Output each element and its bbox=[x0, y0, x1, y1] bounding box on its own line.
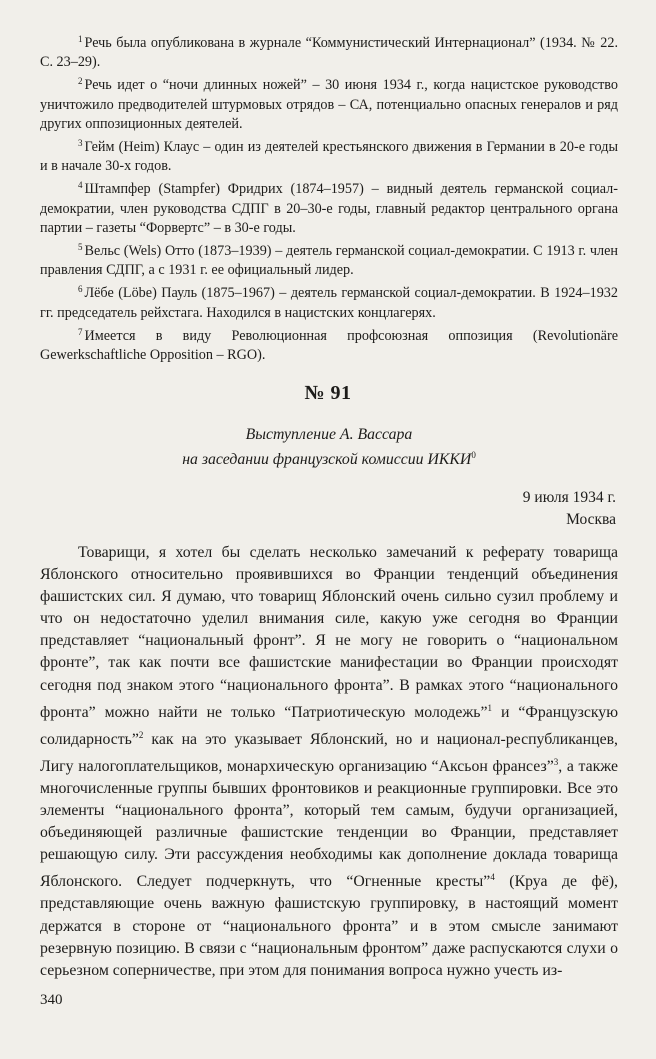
footnote-text: Речь идет о “ночи длинных ножей” – 30 июня 1934 г., когда нацистское руководство уничтожило предводителей штурмовых отрядов – СА, потенциально опасных генералов и ряд других оппозиционных деятелей. bbox=[40, 77, 618, 132]
text-segment: , а также многочисленные группы бывших фронтовиков и реакционные группировки. Все это элементы “национального фронта”, который тем самым, будучи организацией, объединяющей различные фашистские тенденции во Франции, представляет решающую силу. Эти рассуждения необходимы как дополнение доклада товарища Яблонского. Следует подчеркнуть, что “Огненные кресты” bbox=[40, 757, 618, 891]
footnote bbox=[40, 72, 618, 134]
date-place-block bbox=[523, 487, 616, 531]
document-place: Москва bbox=[566, 511, 616, 528]
text-segment: Товарищи, я хотел бы сделать несколько замечаний к реферату товарища Яблонского относительно проявившихся во Франции тенденций объединения фашистских сил. Я думаю, что товарищ Яблонский очень сильно сузил проблему и что он недостаточно уделил внимания силе, какую уже сегодня во Франции представляет “национальный фронт”. Я не могу не говорить о “национальном фронте”, так как почти все фашистские манифестации во Франции происходят сегодня под знаком этого “национального фронта”. В рамках этого “национального фронта” можно найти не только “Патриотическую молодежь” bbox=[40, 544, 618, 721]
footnote-ref: 1 bbox=[487, 702, 492, 713]
footnote bbox=[40, 238, 618, 280]
footnote bbox=[40, 280, 618, 322]
footnote-text: Вельс (Wels) Отто (1873–1939) – деятель германской социал-демократии. С 1913 г. член правления СДПГ, а с 1931 г. ее официальный лидер. bbox=[40, 243, 618, 279]
document-number: № 91 bbox=[304, 382, 352, 404]
footnote bbox=[40, 323, 618, 365]
document-title-text: на заседании французской комиссии ИККИ bbox=[182, 451, 472, 468]
footnote-number: 1 bbox=[78, 34, 83, 44]
title-footnote-ref: 0 bbox=[471, 450, 476, 460]
footnote-number: 4 bbox=[78, 180, 83, 191]
footnote-number: 6 bbox=[78, 284, 83, 295]
footnote-number: 5 bbox=[78, 242, 83, 253]
footnote-number: 2 bbox=[78, 76, 83, 87]
footnote bbox=[40, 30, 618, 72]
text-segment: (Круа де фё), представляющие очень важную фашистскую группировку, в настоящий момент держатся в стороне от “национального фронта” и в этом смысле занимают резервную позицию. В связи с “национальным фронтом” даже распускаются слухи о серьезном соперничестве, при этом для понимания вопроса нужно учесть из- bbox=[40, 873, 618, 979]
document-title bbox=[40, 424, 618, 470]
document-date: 9 июля 1934 г. bbox=[522, 489, 616, 506]
footnote-number: 7 bbox=[78, 326, 83, 337]
footnote-text: Штампфер (Stampfer) Фридрих (1874–1957) – видный деятель германской социал-демократии, член руководства СДПГ в 20–30-е годы, главный редактор центрального органа партии – газеты “Форвертс” – в 30-е годы. bbox=[40, 181, 618, 236]
main-text bbox=[40, 542, 618, 982]
footnote-text: Речь была опубликована в журнале “Коммунистический Интернационал” (1934. № 22. С. 23–29). bbox=[40, 35, 618, 71]
paragraph bbox=[40, 542, 618, 982]
footnote-text: Лёбе (Löbe) Пауль (1875–1967) – деятель германской социал-демократии. В 1924–1932 гг. председатель рейхстага. Находился в нацистских концлагерях. bbox=[40, 285, 618, 321]
page-number: 340 bbox=[40, 992, 63, 1008]
footnote-ref: 2 bbox=[138, 729, 144, 740]
text-segment: и “Французскую солидарность” bbox=[40, 703, 618, 748]
footnote-number: 3 bbox=[78, 138, 83, 149]
text-segment: как на это указывает Яблонский, но и национал-республиканцев, Лигу налогоплательщиков, монархическую организацию “Аксьон франсез” bbox=[40, 730, 618, 775]
footnote-text: Имеется в виду Революционная профсоюзная оппозиция (Revolutionäre Gewerkschaftliche Opposition – RGO). bbox=[40, 327, 618, 364]
footnote bbox=[40, 134, 618, 176]
footnotes-block bbox=[40, 30, 618, 365]
document-title-line: Выступление А. Вассара bbox=[245, 426, 413, 443]
footnote-ref: 4 bbox=[490, 872, 495, 883]
footnote bbox=[40, 176, 618, 238]
document-title-line bbox=[40, 445, 618, 470]
footnote-ref: 3 bbox=[553, 756, 559, 767]
footnote-text: Гейм (Heim) Клаус – один из деятелей крестьянского движения в Германии в 20-е годы и в начале 30-х годов. bbox=[40, 139, 618, 175]
